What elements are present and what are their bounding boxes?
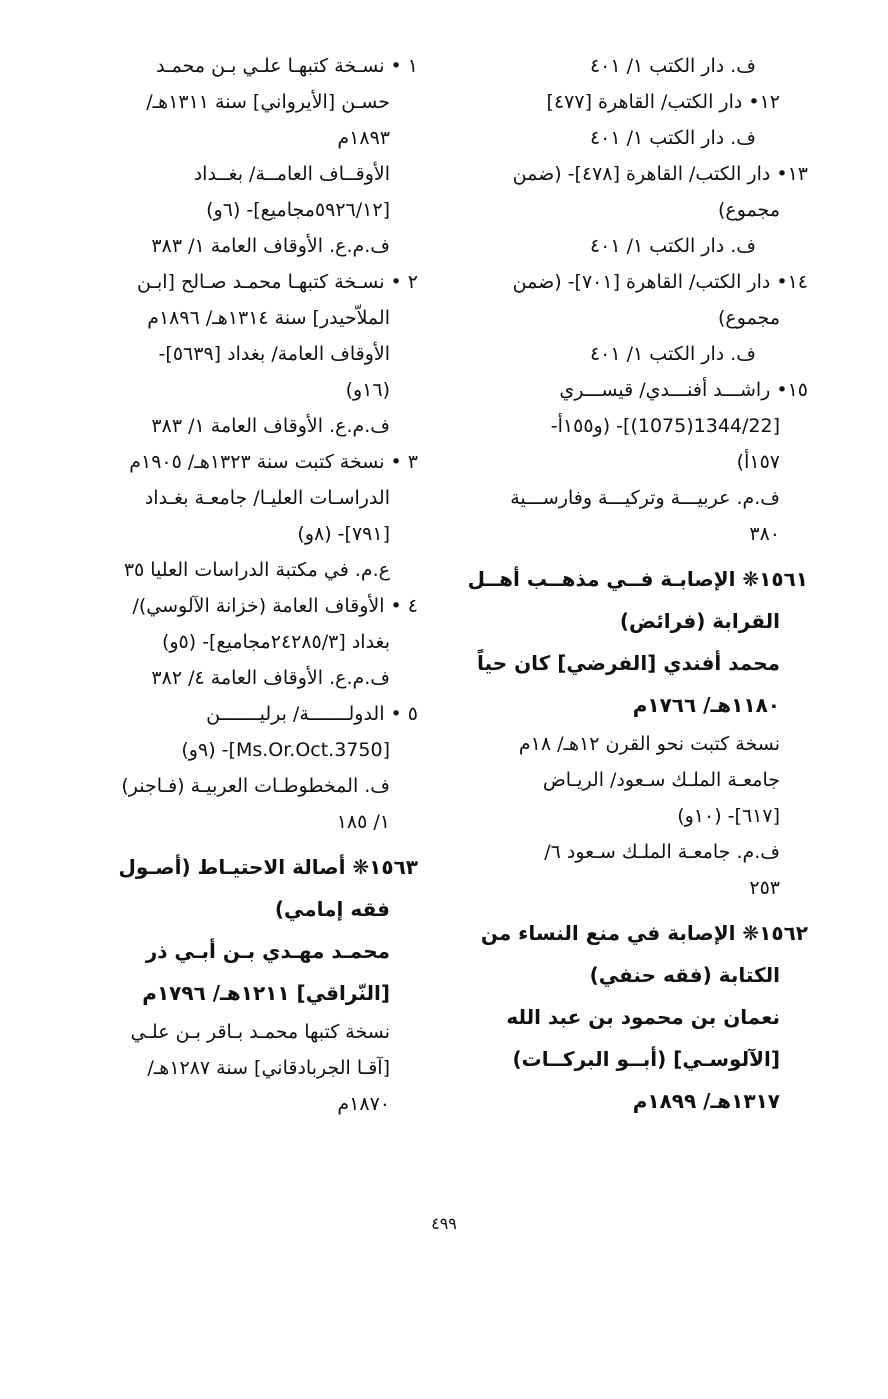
- left-column-line: نسخة كتبها محمـد بـاقر بـن علـي: [130, 1021, 390, 1043]
- right-column-line: نعمان بن محمود بن عبد الله: [506, 1005, 780, 1029]
- right-column-line: القرابة (فرائض): [619, 609, 780, 633]
- right-column-line: [الآلوسـي] (أبــو البركــات): [512, 1047, 780, 1071]
- right-column-line: ١٤• دار الكتب/ القاهرة [٧٠١]- (ضمن: [512, 271, 808, 293]
- right-column-line: ف. دار الكتب ١/ ٤٠١: [589, 55, 756, 77]
- left-column-line: [آقـا الجربادقاني] سنة ١٢٨٧هـ/: [147, 1057, 390, 1079]
- right-column-line: ١١٨٠هـ/ ١٧٦٦م: [632, 693, 780, 717]
- right-column-line: الكتابة (فقه حنفي): [589, 963, 780, 987]
- left-column-line: محمـد مهـدي بـن أبـي ذر: [145, 939, 390, 963]
- left-column-line: ف.م.ع. الأوقاف العامة ١/ ٣٨٣: [151, 415, 390, 437]
- left-column-line: الملاّحيدر] سنة ١٣١٤هـ/ ١٨٩٦م: [147, 307, 390, 329]
- left-column-line: فقه إمامي): [274, 897, 390, 921]
- left-column-line: [Ms.Or.Oct.3750]- (٩و): [181, 739, 390, 761]
- right-column-line: [٦١٧]- (١٠و): [677, 805, 780, 827]
- right-column-line: ٣٨٠: [749, 523, 780, 545]
- right-column-line: ف.م. جامعـة الملـك سـعود ٦/: [544, 841, 780, 863]
- left-column: [48, 48, 418, 1122]
- right-column-line: جامعـة الملـك سـعود/ الريـاض: [542, 769, 780, 791]
- right-column-line: ١٥٦٢❋ الإصابة في منع النساء من: [480, 921, 808, 945]
- right-column-line: ف. دار الكتب ١/ ٤٠١: [589, 127, 756, 149]
- left-column-line: ١٥٦٣❋ أصالة الاحتيـاط (أصـول: [118, 855, 418, 879]
- left-column-line: ١/ ١٨٥: [336, 811, 390, 833]
- left-column-line: [النّراقي] ١٢١١هـ/ ١٧٩٦م: [142, 981, 390, 1005]
- right-column: [468, 48, 808, 1122]
- left-column-line: ١ • نسـخة كتبهـا علـي بـن محمـد: [156, 55, 418, 77]
- right-column-line: ٢٥٣: [749, 877, 780, 899]
- right-column-line: ١٣• دار الكتب/ القاهرة [٤٧٨]- (ضمن: [512, 163, 808, 185]
- left-column-line: (١٦و): [345, 379, 390, 401]
- left-column-line: [٧٩١]- (٨و): [297, 523, 390, 545]
- right-column-line: ١٢• دار الكتب/ القاهرة [٤٧٧]: [546, 91, 780, 113]
- left-column-line: ٤ • الأوقاف العامة (خزانة الآلوسي)/: [132, 595, 418, 617]
- right-column-line: مجموع): [718, 199, 780, 221]
- left-column-line: الأوقاف العامة/ بغداد [٥٦٣٩]-: [158, 343, 390, 365]
- left-column-line: ٥ • الدولـــــــة/ برليـــــــن: [206, 703, 418, 725]
- left-column-line: بغداد [٢٤٢٨٥/٣مجاميع]- (٥و): [161, 631, 390, 653]
- left-column-line: ٢ • نسـخة كتبهـا محمـد صـالح [ابـن: [136, 271, 418, 293]
- right-column-line: ١٥• راشـــد أفنـــدي/ قيســـري: [559, 379, 808, 401]
- right-column-line: ف.م. عربيـــة وتركيـــة وفارســـية: [510, 487, 780, 509]
- left-column-line: ف.م.ع. الأوقاف العامة ٤/ ٣٨٢: [151, 667, 390, 689]
- right-column-line: ١٥٦١❋ الإصابـة فــي مذهــب أهــل: [467, 567, 808, 591]
- right-column-line: مجموع): [718, 307, 780, 329]
- left-column-line: ١٨٩٣م: [337, 127, 390, 149]
- left-column-line: الدراسـات العليـا/ جامعـة بغـداد: [144, 487, 390, 509]
- left-column-line: ٣ • نسخة كتبت سنة ١٣٢٣هـ/ ١٩٠٥م: [129, 451, 418, 473]
- page-number: ٤٩٩: [431, 1214, 457, 1233]
- right-column-line: ف. دار الكتب ١/ ٤٠١: [589, 235, 756, 257]
- left-column-line: ف.م.ع. الأوقاف العامة ١/ ٣٨٣: [151, 235, 390, 257]
- right-column-line: [1344/22(1075)]- (و١٥٥أ-: [550, 415, 780, 437]
- left-column-line: ع.م. في مكتبة الدراسات العليا ٣٥: [123, 559, 390, 581]
- left-column-line: [٥٩٢٦/١٢مجاميع]- (٦و): [206, 199, 390, 221]
- right-column-line: ف. دار الكتب ١/ ٤٠١: [589, 343, 756, 365]
- left-column-line: حسـن [الأيرواني] سنة ١٣١١هـ/: [146, 91, 390, 113]
- right-column-line: نسخة كتبت نحو القرن ١٢هـ/ ١٨م: [518, 733, 780, 755]
- left-column-line: ف. المخطوطـات العربيـة (فـاجنر): [121, 775, 390, 797]
- right-column-line: ١٥٧أ): [736, 451, 780, 473]
- right-column-line: ١٣١٧هـ/ ١٨٩٩م: [632, 1089, 780, 1113]
- left-column-line: الأوقــاف العامــة/ بغــداد: [193, 163, 390, 185]
- left-column-line: ١٨٧٠م: [337, 1093, 390, 1115]
- right-column-line: محمد أفندي [الفرضي] كان حياً: [477, 651, 780, 675]
